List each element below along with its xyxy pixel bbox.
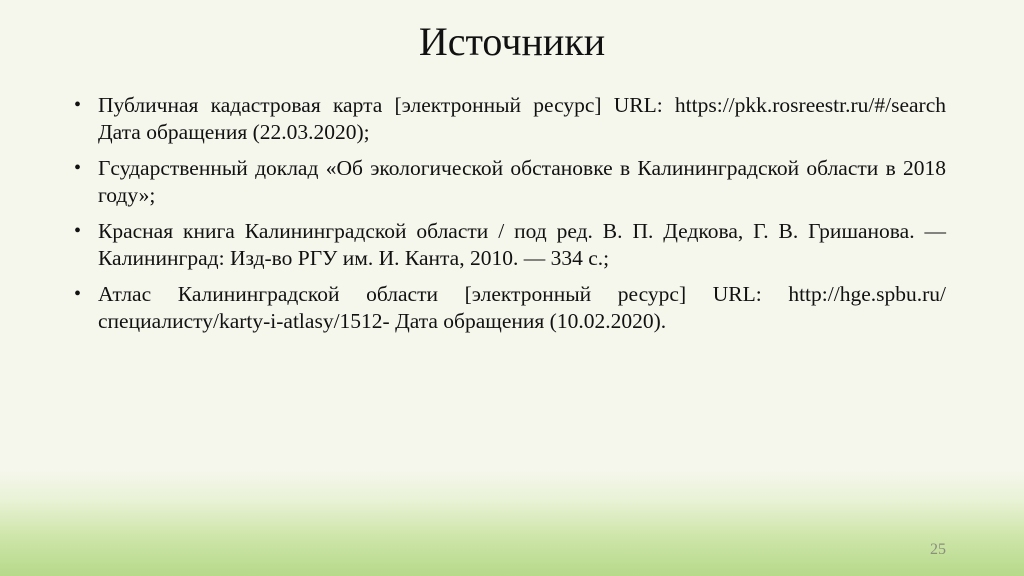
- bullet-icon: •: [74, 94, 82, 116]
- source-text: Красная книга Калининградской области / под ред. В. П. Дедкова, Г. В. Гришанова. — Калининград: Изд-во РГУ им. И. Канта, 2010. — 334 с.;: [98, 219, 946, 270]
- bullet-icon: •: [74, 157, 82, 179]
- slide-title: Источники: [418, 19, 606, 64]
- page-number: 25: [930, 541, 946, 558]
- sources-list: [74, 92, 946, 344]
- source-text: Гсударственный доклад «Об экологической обстановке в Калининградской области в 2018 году»;: [98, 156, 946, 207]
- bullet-icon: •: [74, 220, 82, 242]
- list-item: [74, 218, 946, 272]
- list-item: [74, 281, 946, 335]
- list-item: [74, 92, 946, 146]
- source-text: Публичная кадастровая карта [электронный ресурс] URL: https://pkk.rosreestr.ru/#/search Дата обращения (22.03.2020);: [98, 93, 946, 144]
- bullet-icon: •: [74, 283, 82, 305]
- source-text: Атлас Калининградской области [электронный ресурс] URL: http://hge.spbu.ru/специалисту/karty-i-atlasy/1512- Дата обращения (10.02.2020).: [98, 282, 946, 333]
- list-item: [74, 155, 946, 209]
